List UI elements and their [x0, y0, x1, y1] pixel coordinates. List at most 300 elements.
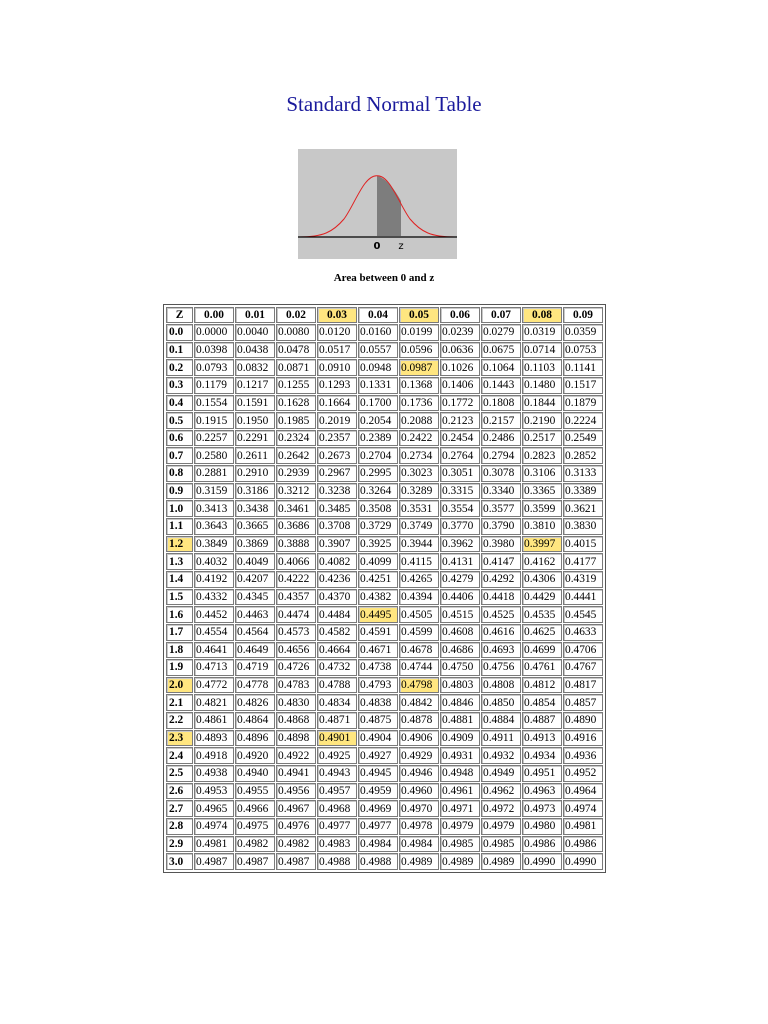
row-header: 2.3 — [166, 730, 193, 747]
table-cell: 0.0199 — [399, 324, 439, 341]
column-header: 0.00 — [194, 307, 234, 323]
table-cell: 0.2673 — [317, 447, 357, 464]
table-cell: 0.4778 — [235, 677, 275, 694]
table-cell: 0.4932 — [481, 747, 521, 764]
table-cell: 0.3554 — [440, 500, 480, 517]
table-cell: 0.1064 — [481, 359, 521, 376]
table-row — [166, 642, 603, 659]
table-cell: 0.1103 — [522, 359, 562, 376]
table-cell: 0.4971 — [440, 800, 480, 817]
table-cell: 0.4941 — [276, 765, 316, 782]
table-cell: 0.2642 — [276, 447, 316, 464]
table-cell: 0.3810 — [522, 518, 562, 535]
table-cell: 0.4738 — [358, 659, 398, 676]
table-cell: 0.3508 — [358, 500, 398, 517]
table-cell: 0.4834 — [317, 694, 357, 711]
table-cell: 0.4850 — [481, 694, 521, 711]
table-cell: 0.4896 — [235, 730, 275, 747]
table-cell: 0.4931 — [440, 747, 480, 764]
table-cell: 0.4911 — [481, 730, 521, 747]
row-header: 0.3 — [166, 377, 193, 394]
table-cell: 0.2454 — [440, 430, 480, 447]
z-table-container — [163, 304, 606, 873]
table-cell: 0.4893 — [194, 730, 234, 747]
table-row — [166, 571, 603, 588]
table-cell: 0.2995 — [358, 465, 398, 482]
table-cell: 0.4982 — [276, 836, 316, 853]
table-cell: 0.4066 — [276, 553, 316, 570]
table-cell: 0.4929 — [399, 747, 439, 764]
table-cell: 0.4918 — [194, 747, 234, 764]
table-cell: 0.4940 — [235, 765, 275, 782]
table-cell: 0.4656 — [276, 642, 316, 659]
table-cell: 0.3790 — [481, 518, 521, 535]
table-cell: 0.4279 — [440, 571, 480, 588]
table-cell: 0.4545 — [563, 606, 603, 623]
table-row — [166, 447, 603, 464]
table-row — [166, 606, 603, 623]
table-cell: 0.2910 — [235, 465, 275, 482]
table-cell: 0.4981 — [563, 818, 603, 835]
table-cell: 0.1664 — [317, 395, 357, 412]
table-cell: 0.1368 — [399, 377, 439, 394]
table-cell: 0.4881 — [440, 712, 480, 729]
table-row — [166, 853, 603, 870]
table-row — [166, 589, 603, 606]
table-cell: 0.4970 — [399, 800, 439, 817]
table-row — [166, 836, 603, 853]
table-cell: 0.4978 — [399, 818, 439, 835]
table-row — [166, 730, 603, 747]
table-cell: 0.1026 — [440, 359, 480, 376]
table-cell: 0.4082 — [317, 553, 357, 570]
table-cell: 0.4406 — [440, 589, 480, 606]
table-cell: 0.4898 — [276, 730, 316, 747]
label-zero: 0 — [373, 241, 381, 252]
table-cell: 0.1985 — [276, 412, 316, 429]
table-cell: 0.0398 — [194, 342, 234, 359]
table-cell: 0.4345 — [235, 589, 275, 606]
column-header: 0.05 — [399, 307, 439, 323]
row-header: 1.5 — [166, 589, 193, 606]
table-cell: 0.1517 — [563, 377, 603, 394]
table-cell: 0.4990 — [522, 853, 562, 870]
row-header: 2.0 — [166, 677, 193, 694]
table-cell: 0.0120 — [317, 324, 357, 341]
table-cell: 0.1406 — [440, 377, 480, 394]
table-cell: 0.4394 — [399, 589, 439, 606]
table-cell: 0.4951 — [522, 765, 562, 782]
table-cell: 0.4616 — [481, 624, 521, 641]
table-cell: 0.1480 — [522, 377, 562, 394]
table-cell: 0.1591 — [235, 395, 275, 412]
table-row — [166, 412, 603, 429]
table-cell: 0.4986 — [563, 836, 603, 853]
table-cell: 0.4641 — [194, 642, 234, 659]
table-cell: 0.4977 — [358, 818, 398, 835]
table-cell: 0.3708 — [317, 518, 357, 535]
table-cell: 0.4916 — [563, 730, 603, 747]
table-cell: 0.4980 — [522, 818, 562, 835]
table-cell: 0.4864 — [235, 712, 275, 729]
table-cell: 0.4875 — [358, 712, 398, 729]
table-cell: 0.0517 — [317, 342, 357, 359]
table-cell: 0.3962 — [440, 536, 480, 553]
table-cell: 0.4484 — [317, 606, 357, 623]
table-cell: 0.4783 — [276, 677, 316, 694]
table-cell: 0.3413 — [194, 500, 234, 517]
table-cell: 0.4988 — [358, 853, 398, 870]
table-row — [166, 430, 603, 447]
table-cell: 0.4961 — [440, 783, 480, 800]
table-cell: 0.4772 — [194, 677, 234, 694]
table-cell: 0.4963 — [522, 783, 562, 800]
table-cell: 0.4977 — [317, 818, 357, 835]
table-cell: 0.4418 — [481, 589, 521, 606]
table-cell: 0.2486 — [481, 430, 521, 447]
table-cell: 0.4964 — [563, 783, 603, 800]
page-title: Standard Normal Table — [286, 92, 482, 116]
table-cell: 0.4131 — [440, 553, 480, 570]
table-cell: 0.1879 — [563, 395, 603, 412]
table-cell: 0.0596 — [399, 342, 439, 359]
row-header: 1.1 — [166, 518, 193, 535]
normal-curve-figure — [298, 149, 457, 259]
table-cell: 0.3485 — [317, 500, 357, 517]
table-cell: 0.0438 — [235, 342, 275, 359]
table-cell: 0.4854 — [522, 694, 562, 711]
table-row — [166, 553, 603, 570]
label-z: z — [398, 241, 404, 252]
table-cell: 0.2794 — [481, 447, 521, 464]
row-header: 2.6 — [166, 783, 193, 800]
table-cell: 0.4989 — [399, 853, 439, 870]
table-cell: 0.4525 — [481, 606, 521, 623]
table-cell: 0.4969 — [358, 800, 398, 817]
table-cell: 0.2157 — [481, 412, 521, 429]
column-header: 0.09 — [563, 307, 603, 323]
table-cell: 0.2704 — [358, 447, 398, 464]
table-cell: 0.2967 — [317, 465, 357, 482]
table-row — [166, 783, 603, 800]
z-table — [165, 306, 604, 871]
table-cell: 0.1772 — [440, 395, 480, 412]
table-cell: 0.4927 — [358, 747, 398, 764]
table-cell: 0.4871 — [317, 712, 357, 729]
table-cell: 0.4984 — [399, 836, 439, 853]
table-cell: 0.3212 — [276, 483, 316, 500]
table-cell: 0.4986 — [522, 836, 562, 853]
table-cell: 0.1950 — [235, 412, 275, 429]
table-cell: 0.1808 — [481, 395, 521, 412]
table-cell: 0.4968 — [317, 800, 357, 817]
row-header: 0.4 — [166, 395, 193, 412]
table-cell: 0.3729 — [358, 518, 398, 535]
table-cell: 0.2580 — [194, 447, 234, 464]
table-row — [166, 377, 603, 394]
table-cell: 0.2611 — [235, 447, 275, 464]
table-cell: 0.1554 — [194, 395, 234, 412]
table-cell: 0.4989 — [481, 853, 521, 870]
table-cell: 0.4984 — [358, 836, 398, 853]
table-cell: 0.2257 — [194, 430, 234, 447]
table-cell: 0.4788 — [317, 677, 357, 694]
column-header: 0.07 — [481, 307, 521, 323]
table-cell: 0.3577 — [481, 500, 521, 517]
table-row — [166, 694, 603, 711]
table-cell: 0.4982 — [235, 836, 275, 853]
table-cell: 0.4976 — [276, 818, 316, 835]
table-cell: 0.0793 — [194, 359, 234, 376]
table-cell: 0.4812 — [522, 677, 562, 694]
table-cell: 0.1844 — [522, 395, 562, 412]
table-row — [166, 359, 603, 376]
row-header: 1.0 — [166, 500, 193, 517]
table-cell: 0.3264 — [358, 483, 398, 500]
row-header: 3.0 — [166, 853, 193, 870]
table-cell: 0.4162 — [522, 553, 562, 570]
table-cell: 0.4177 — [563, 553, 603, 570]
row-header: 0.9 — [166, 483, 193, 500]
table-cell: 0.1915 — [194, 412, 234, 429]
table-cell: 0.4505 — [399, 606, 439, 623]
table-cell: 0.3389 — [563, 483, 603, 500]
table-cell: 0.2224 — [563, 412, 603, 429]
table-cell: 0.3051 — [440, 465, 480, 482]
table-cell: 0.4744 — [399, 659, 439, 676]
table-cell: 0.4838 — [358, 694, 398, 711]
table-cell: 0.4949 — [481, 765, 521, 782]
table-cell: 0.1700 — [358, 395, 398, 412]
table-cell: 0.4693 — [481, 642, 521, 659]
table-cell: 0.1443 — [481, 377, 521, 394]
table-cell: 0.4861 — [194, 712, 234, 729]
table-cell: 0.4236 — [317, 571, 357, 588]
table-cell: 0.4306 — [522, 571, 562, 588]
table-cell: 0.4967 — [276, 800, 316, 817]
table-row — [166, 712, 603, 729]
table-cell: 0.3997 — [522, 536, 562, 553]
table-cell: 0.4535 — [522, 606, 562, 623]
table-cell: 0.4713 — [194, 659, 234, 676]
row-header: 1.7 — [166, 624, 193, 641]
row-header: 2.9 — [166, 836, 193, 853]
table-cell: 0.4987 — [235, 853, 275, 870]
table-cell: 0.4726 — [276, 659, 316, 676]
table-cell: 0.3438 — [235, 500, 275, 517]
table-cell: 0.3907 — [317, 536, 357, 553]
table-cell: 0.2517 — [522, 430, 562, 447]
table-cell: 0.4808 — [481, 677, 521, 694]
header-row — [166, 307, 603, 323]
table-cell: 0.4934 — [522, 747, 562, 764]
table-cell: 0.4909 — [440, 730, 480, 747]
table-cell: 0.3665 — [235, 518, 275, 535]
table-cell: 0.3023 — [399, 465, 439, 482]
table-cell: 0.4222 — [276, 571, 316, 588]
table-cell: 0.3599 — [522, 500, 562, 517]
table-cell: 0.4945 — [358, 765, 398, 782]
table-cell: 0.4382 — [358, 589, 398, 606]
table-cell: 0.4887 — [522, 712, 562, 729]
table-cell: 0.4732 — [317, 659, 357, 676]
table-cell: 0.2088 — [399, 412, 439, 429]
table-cell: 0.3461 — [276, 500, 316, 517]
table-cell: 0.3944 — [399, 536, 439, 553]
table-cell: 0.4953 — [194, 783, 234, 800]
table-cell: 0.2019 — [317, 412, 357, 429]
table-cell: 0.0160 — [358, 324, 398, 341]
table-cell: 0.4573 — [276, 624, 316, 641]
table-cell: 0.1255 — [276, 377, 316, 394]
table-cell: 0.4319 — [563, 571, 603, 588]
table-cell: 0.4474 — [276, 606, 316, 623]
table-row — [166, 324, 603, 341]
table-cell: 0.4842 — [399, 694, 439, 711]
row-header: 1.8 — [166, 642, 193, 659]
row-header: 0.6 — [166, 430, 193, 447]
table-row — [166, 483, 603, 500]
table-cell: 0.2734 — [399, 447, 439, 464]
table-cell: 0.4441 — [563, 589, 603, 606]
table-cell: 0.1736 — [399, 395, 439, 412]
column-header: 0.04 — [358, 307, 398, 323]
table-cell: 0.3531 — [399, 500, 439, 517]
table-cell: 0.4370 — [317, 589, 357, 606]
row-header: 2.1 — [166, 694, 193, 711]
table-cell: 0.4826 — [235, 694, 275, 711]
table-cell: 0.3106 — [522, 465, 562, 482]
row-header: 2.7 — [166, 800, 193, 817]
table-cell: 0.3925 — [358, 536, 398, 553]
table-cell: 0.3980 — [481, 536, 521, 553]
table-cell: 0.4767 — [563, 659, 603, 676]
table-cell: 0.4913 — [522, 730, 562, 747]
table-cell: 0.4429 — [522, 589, 562, 606]
table-cell: 0.2764 — [440, 447, 480, 464]
table-cell: 0.4989 — [440, 853, 480, 870]
table-cell: 0.4830 — [276, 694, 316, 711]
table-row — [166, 659, 603, 676]
table-cell: 0.4821 — [194, 694, 234, 711]
table-cell: 0.4979 — [481, 818, 521, 835]
table-cell: 0.4625 — [522, 624, 562, 641]
table-cell: 0.4962 — [481, 783, 521, 800]
table-cell: 0.4671 — [358, 642, 398, 659]
table-cell: 0.2190 — [522, 412, 562, 429]
table-cell: 0.4649 — [235, 642, 275, 659]
table-cell: 0.0359 — [563, 324, 603, 341]
table-cell: 0.0000 — [194, 324, 234, 341]
table-cell: 0.3133 — [563, 465, 603, 482]
table-cell: 0.4990 — [563, 853, 603, 870]
table-cell: 0.4948 — [440, 765, 480, 782]
table-cell: 0.4985 — [481, 836, 521, 853]
table-cell: 0.4761 — [522, 659, 562, 676]
row-header: 0.7 — [166, 447, 193, 464]
table-cell: 0.3186 — [235, 483, 275, 500]
table-cell: 0.2823 — [522, 447, 562, 464]
row-header: 0.0 — [166, 324, 193, 341]
column-header: 0.08 — [522, 307, 562, 323]
table-cell: 0.0279 — [481, 324, 521, 341]
table-cell: 0.0910 — [317, 359, 357, 376]
row-header: 2.2 — [166, 712, 193, 729]
table-cell: 0.2549 — [563, 430, 603, 447]
table-cell: 0.4966 — [235, 800, 275, 817]
table-cell: 0.3686 — [276, 518, 316, 535]
table-cell: 0.4936 — [563, 747, 603, 764]
table-cell: 0.4973 — [522, 800, 562, 817]
table-cell: 0.4955 — [235, 783, 275, 800]
table-cell: 0.3315 — [440, 483, 480, 500]
table-cell: 0.0557 — [358, 342, 398, 359]
table-cell: 0.4192 — [194, 571, 234, 588]
table-cell: 0.4251 — [358, 571, 398, 588]
table-cell: 0.3289 — [399, 483, 439, 500]
table-cell: 0.0239 — [440, 324, 480, 341]
table-cell: 0.4952 — [563, 765, 603, 782]
table-cell: 0.4699 — [522, 642, 562, 659]
table-cell: 0.2939 — [276, 465, 316, 482]
table-cell: 0.0478 — [276, 342, 316, 359]
table-cell: 0.4857 — [563, 694, 603, 711]
table-cell: 0.3365 — [522, 483, 562, 500]
table-cell: 0.2324 — [276, 430, 316, 447]
table-cell: 0.4946 — [399, 765, 439, 782]
table-cell: 0.0040 — [235, 324, 275, 341]
table-cell: 0.1628 — [276, 395, 316, 412]
table-cell: 0.4974 — [194, 818, 234, 835]
table-cell: 0.4664 — [317, 642, 357, 659]
table-cell: 0.4817 — [563, 677, 603, 694]
table-cell: 0.4960 — [399, 783, 439, 800]
table-cell: 0.4956 — [276, 783, 316, 800]
table-cell: 0.1217 — [235, 377, 275, 394]
table-cell: 0.4981 — [194, 836, 234, 853]
table-cell: 0.0714 — [522, 342, 562, 359]
table-cell: 0.4207 — [235, 571, 275, 588]
table-cell: 0.4988 — [317, 853, 357, 870]
table-cell: 0.3159 — [194, 483, 234, 500]
row-header: 1.3 — [166, 553, 193, 570]
table-cell: 0.4452 — [194, 606, 234, 623]
table-cell: 0.3869 — [235, 536, 275, 553]
table-cell: 0.4678 — [399, 642, 439, 659]
table-cell: 0.0948 — [358, 359, 398, 376]
table-cell: 0.4495 — [358, 606, 398, 623]
table-cell: 0.2357 — [317, 430, 357, 447]
table-cell: 0.4901 — [317, 730, 357, 747]
table-cell: 0.4985 — [440, 836, 480, 853]
table-cell: 0.0675 — [481, 342, 521, 359]
row-header: 2.4 — [166, 747, 193, 764]
table-cell: 0.4793 — [358, 677, 398, 694]
table-cell: 0.3078 — [481, 465, 521, 482]
table-cell: 0.4974 — [563, 800, 603, 817]
table-cell: 0.4719 — [235, 659, 275, 676]
table-cell: 0.4920 — [235, 747, 275, 764]
table-cell: 0.4965 — [194, 800, 234, 817]
table-cell: 0.3888 — [276, 536, 316, 553]
table-row — [166, 765, 603, 782]
table-cell: 0.4686 — [440, 642, 480, 659]
column-header: 0.06 — [440, 307, 480, 323]
row-header: 0.8 — [166, 465, 193, 482]
table-cell: 0.4115 — [399, 553, 439, 570]
table-row — [166, 677, 603, 694]
row-header: 1.4 — [166, 571, 193, 588]
